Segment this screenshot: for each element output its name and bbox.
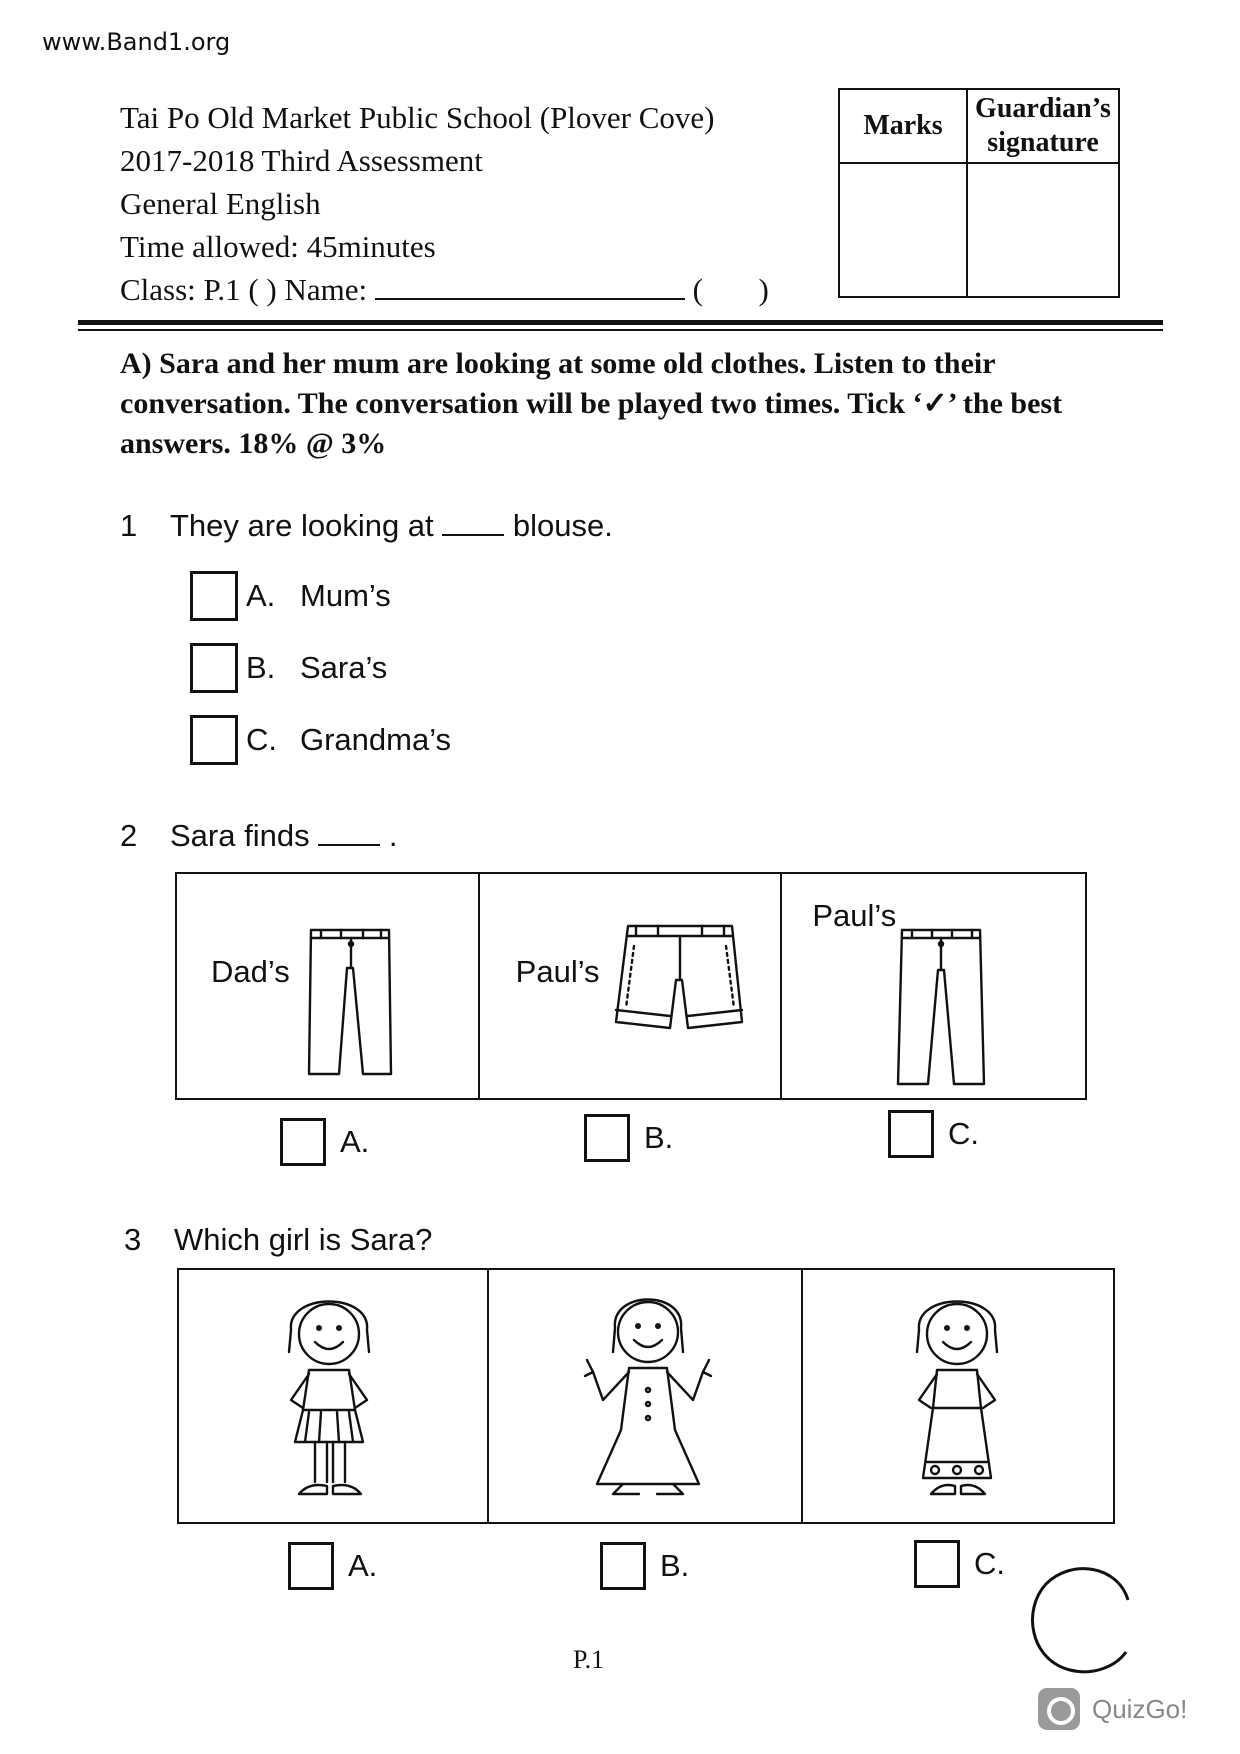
option-letter: A.	[246, 578, 276, 613]
guardian-signature-cell[interactable]	[967, 163, 1119, 297]
checkbox[interactable]	[190, 643, 238, 693]
score-circle-mark	[1024, 1556, 1132, 1676]
picture-label: Dad’s	[211, 954, 290, 989]
name-field[interactable]	[375, 274, 685, 300]
question-number: 2	[120, 818, 138, 853]
time-allowed: Time allowed: 45minutes	[120, 229, 436, 264]
option-letter: A.	[348, 1548, 378, 1583]
q2-answer-b[interactable]	[584, 1114, 673, 1162]
q3-answer-b[interactable]	[600, 1542, 689, 1590]
question-number: 3	[124, 1222, 142, 1257]
q2-picture-b	[480, 874, 783, 1098]
q3-answer-c[interactable]	[914, 1540, 1005, 1588]
option-letter: C.	[246, 722, 277, 757]
trousers-icon	[894, 924, 990, 1092]
q3-answer-a[interactable]	[288, 1542, 377, 1590]
q2-picture-table	[175, 872, 1087, 1100]
header-divider	[78, 320, 1163, 325]
class-label: Class: P.1 (	[120, 272, 259, 307]
class-number-open: (	[692, 272, 703, 307]
q3-picture-table	[177, 1268, 1115, 1524]
option-text: Sara’s	[300, 650, 388, 685]
q1-option-a[interactable]	[190, 570, 391, 622]
checkbox[interactable]	[190, 715, 238, 765]
name-label: ) Name:	[266, 272, 368, 307]
watermark: www.Band1.org	[42, 28, 231, 56]
picture-label: Paul’s	[515, 954, 600, 989]
q3-picture-b	[489, 1270, 803, 1522]
checkbox[interactable]	[280, 1118, 326, 1166]
question-text-end: blouse.	[512, 508, 613, 543]
option-letter: C.	[974, 1546, 1005, 1581]
trousers-icon	[301, 924, 401, 1082]
option-letter: A.	[340, 1124, 370, 1159]
answer-blank	[442, 512, 504, 536]
option-letter: B.	[660, 1548, 690, 1583]
question-text: Sara finds	[170, 818, 310, 853]
girl-dress-icon	[583, 1280, 713, 1506]
option-text: Mum’s	[300, 578, 391, 613]
picture-label: Paul’s	[812, 898, 897, 933]
marks-table	[838, 88, 1120, 298]
girl-long-skirt-icon	[897, 1282, 1017, 1506]
quizgo-brand	[1038, 1688, 1187, 1730]
section-a-instruction: A) Sara and her mum are looking at some old clothes. Listen to their conversation. The conversation will be played two times. Tick ‘✓’ the best answers. 18% @ 3%	[120, 347, 1063, 460]
header-divider-thin	[78, 329, 1163, 331]
signature-label: signature	[987, 127, 1099, 158]
q2-picture-a	[177, 874, 480, 1098]
school-header	[120, 96, 769, 311]
checkbox[interactable]	[600, 1542, 646, 1590]
checkbox[interactable]	[190, 571, 238, 621]
checkbox[interactable]	[914, 1540, 960, 1588]
checkbox[interactable]	[888, 1110, 934, 1158]
marks-cell[interactable]	[839, 163, 967, 297]
quizgo-logo-icon	[1038, 1688, 1080, 1730]
answer-blank	[318, 822, 380, 846]
question-text: They are looking at	[170, 508, 434, 543]
q2-answer-a[interactable]	[280, 1118, 369, 1166]
question-text-end: .	[388, 818, 398, 853]
subject-title: General English	[120, 186, 321, 221]
q2-picture-c	[782, 874, 1085, 1098]
quizgo-label: QuizGo!	[1092, 1693, 1188, 1724]
class-number-close: )	[758, 272, 769, 307]
question-1	[120, 508, 613, 544]
checkbox[interactable]	[584, 1114, 630, 1162]
question-3	[124, 1222, 432, 1258]
q1-option-b[interactable]	[190, 642, 387, 694]
assessment-title: 2017-2018 Third Assessment	[120, 143, 483, 178]
option-letter: B.	[644, 1120, 674, 1155]
q1-option-c[interactable]	[190, 714, 451, 766]
question-text: Which girl is Sara?	[174, 1222, 433, 1257]
question-number: 1	[120, 508, 138, 543]
option-letter: B.	[246, 650, 276, 685]
q3-picture-c	[803, 1270, 1113, 1522]
marks-header: Marks	[839, 89, 967, 163]
shorts-icon	[612, 918, 748, 1038]
q3-picture-a	[179, 1270, 489, 1522]
guardian-signature-header	[967, 89, 1119, 163]
page-number: P.1	[573, 1645, 605, 1674]
option-letter: C.	[948, 1116, 979, 1151]
girl-skirt-icon	[269, 1282, 389, 1506]
option-text: Grandma’s	[300, 722, 452, 757]
guardian-label: Guardian’s	[975, 93, 1111, 124]
checkbox[interactable]	[288, 1542, 334, 1590]
school-name: Tai Po Old Market Public School (Plover Cove)	[120, 100, 715, 135]
class-name-line	[120, 268, 769, 311]
q2-answer-c[interactable]	[888, 1110, 979, 1158]
question-2	[120, 818, 397, 854]
